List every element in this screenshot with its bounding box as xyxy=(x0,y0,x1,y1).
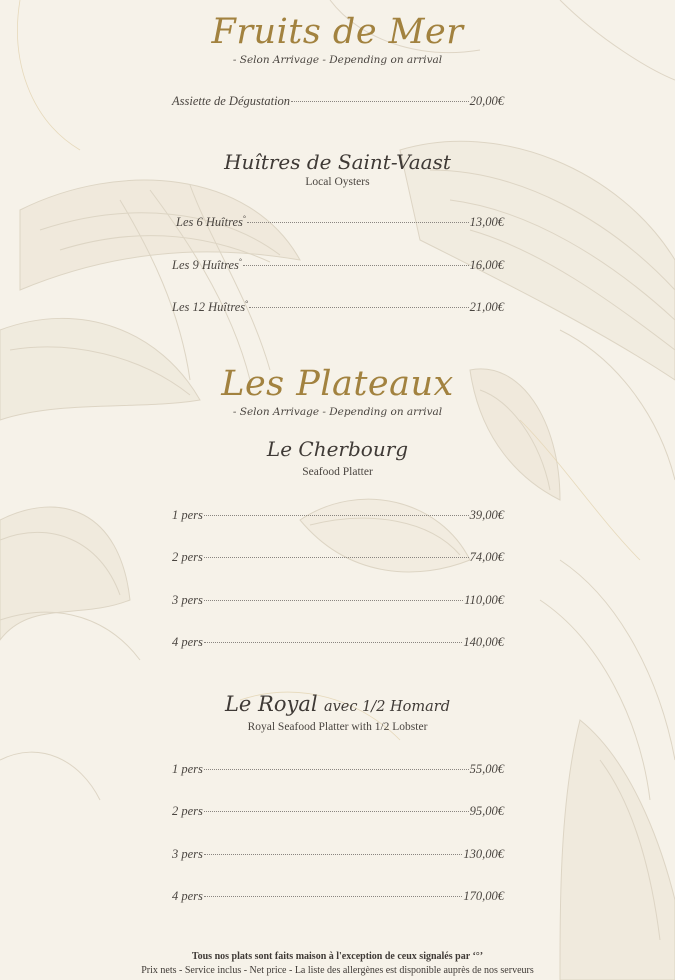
dot-leader xyxy=(243,265,469,266)
dot-leader xyxy=(204,557,469,558)
item-price: 55,00€ xyxy=(469,762,504,776)
menu-item-oysters-6 xyxy=(176,214,504,230)
royal-subtitle: Royal Seafood Platter with 1/2 Lobster xyxy=(247,721,428,733)
oysters-subtitle: Local Oysters xyxy=(305,176,370,188)
dot-leader xyxy=(247,222,469,223)
item-price: 16,00€ xyxy=(469,258,504,273)
homemade-notice: Tous nos plats sont faits maison à l'exception de ceux signalés par ‘°’ xyxy=(191,951,484,962)
item-price: 13,00€ xyxy=(469,215,504,230)
dot-leader xyxy=(204,769,469,770)
item-name: Les 9 Huîtres° xyxy=(172,257,243,273)
dot-leader xyxy=(204,515,469,516)
royal-title: Le Royal avec 1/2 Homard xyxy=(224,692,451,716)
item-name: 2 pers xyxy=(172,804,203,818)
item-price: 21,00€ xyxy=(469,300,504,315)
item-name: Les 12 Huîtres° xyxy=(172,299,249,315)
item-name: 3 pers xyxy=(172,847,203,861)
item-name: 1 pers xyxy=(172,508,203,522)
dot-leader xyxy=(204,642,462,643)
item-price: 130,00€ xyxy=(463,847,504,861)
item-name: Assiette de Dégustation xyxy=(172,94,291,108)
item-name: Les 6 Huîtres° xyxy=(176,214,247,230)
menu-item-royal-3 xyxy=(172,847,504,862)
item-name: 2 pers xyxy=(172,550,203,564)
item-price: 74,00€ xyxy=(469,550,504,564)
item-price: 39,00€ xyxy=(469,508,504,522)
menu-item-royal-1 xyxy=(172,762,504,777)
item-name: 1 pers xyxy=(172,762,203,776)
menu-item-oysters-12 xyxy=(172,299,504,315)
dot-leader xyxy=(291,101,469,102)
homemade-exception-mark: ° xyxy=(245,299,249,308)
item-price: 95,00€ xyxy=(469,804,504,818)
item-name: 3 pers xyxy=(172,593,203,607)
menu-item-royal-2 xyxy=(172,804,504,819)
dot-leader xyxy=(204,811,469,812)
item-price: 140,00€ xyxy=(463,635,504,649)
dot-leader xyxy=(249,307,468,308)
item-price: 20,00€ xyxy=(469,94,504,108)
homemade-exception-mark: ° xyxy=(238,257,243,266)
cherbourg-subtitle: Seafood Platter xyxy=(302,466,373,478)
menu-item-cherbourg-2 xyxy=(172,550,504,565)
dot-leader xyxy=(204,600,463,601)
platters-title: Les Plateaux xyxy=(221,364,454,404)
homemade-exception-mark: ° xyxy=(242,214,247,223)
menu-item-royal-4 xyxy=(172,889,504,904)
seafood-subtitle: - Selon Arrivage - Depending on arrival xyxy=(232,54,443,66)
menu-item-cherbourg-4 xyxy=(172,635,504,650)
menu-item-cherbourg-3 xyxy=(172,593,504,608)
dot-leader xyxy=(204,896,462,897)
menu-item-oysters-9 xyxy=(172,257,504,273)
seafood-title: Fruits de Mer xyxy=(211,12,464,52)
oysters-title: Huîtres de Saint-Vaast xyxy=(224,150,451,174)
platters-subtitle: - Selon Arrivage - Depending on arrival xyxy=(232,406,443,418)
price-allergen-notice: Prix nets - Service inclus - Net price - La liste des allergènes est disponible auprès de nos serveurs xyxy=(141,965,534,976)
dot-leader xyxy=(204,854,462,855)
item-price: 170,00€ xyxy=(463,889,504,903)
item-price: 110,00€ xyxy=(464,593,504,607)
item-name: 4 pers xyxy=(172,635,203,649)
cherbourg-title: Le Cherbourg xyxy=(266,437,409,461)
menu-item-cherbourg-1 xyxy=(172,508,504,523)
item-name: 4 pers xyxy=(172,889,203,903)
menu-item-tasting xyxy=(172,94,504,109)
